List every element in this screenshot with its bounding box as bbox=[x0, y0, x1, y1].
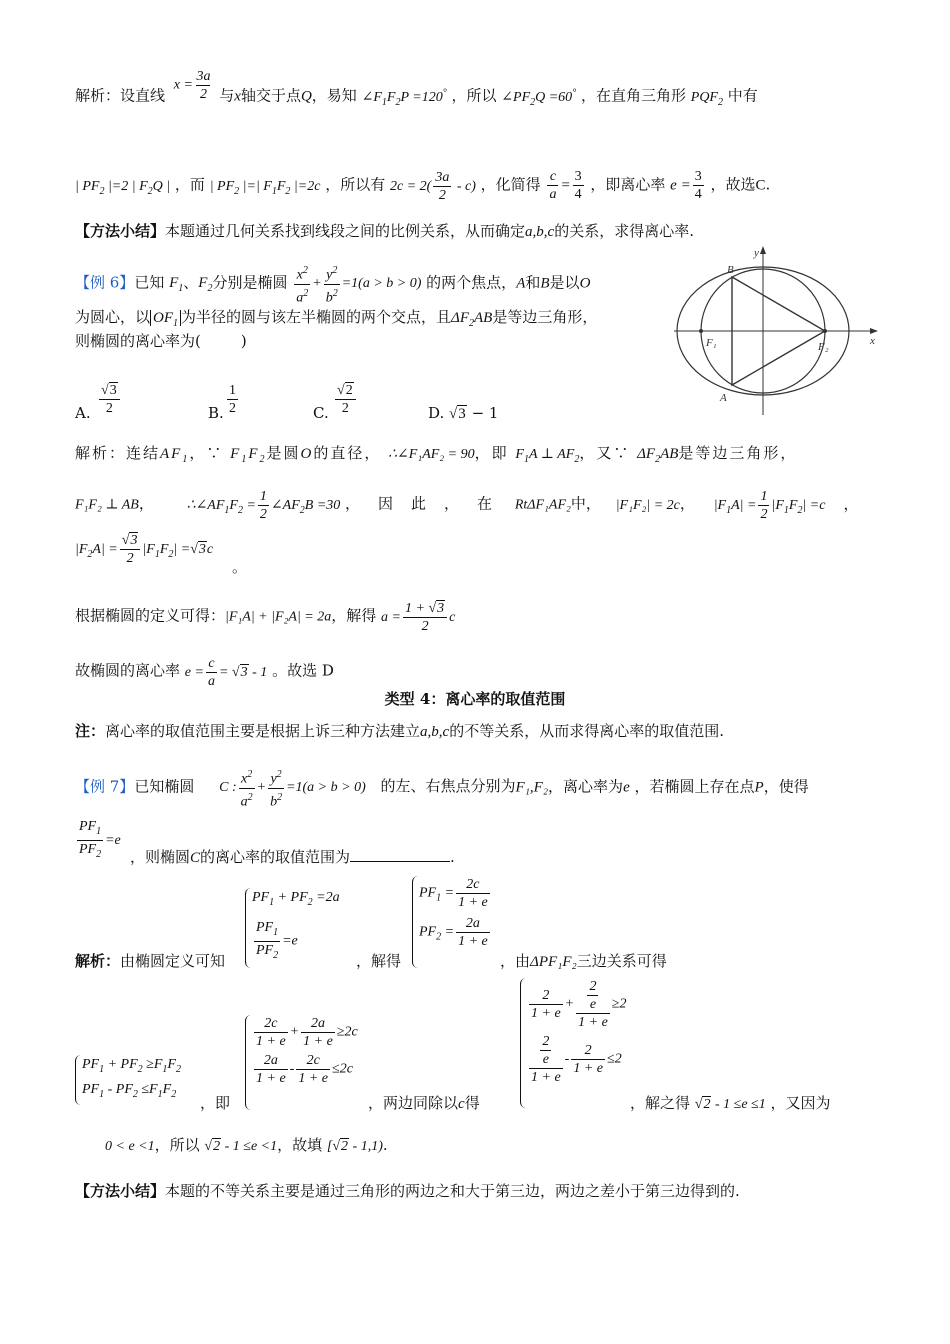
ellipse-figure bbox=[672, 240, 882, 415]
system-in-e: $\frac{2}{1 + e}$ + $\frac{\frac{2}{e}}{1 + e}$ ≥2 $\frac{\frac{2}{e}}{1 + e}$ - $\frac{2}{1 + e}$ ≤2 bbox=[520, 978, 626, 1108]
example7-line2b: ，则椭圆C的离心率的取值范围为 . bbox=[130, 848, 455, 866]
solution5-line2: | $PF_2$ |=2 | $F_2Q$ | ，而 | $PF_2$ |=| $F_1F_2$ |=2c ，所以有 2c = 2( $\frac{3a}{2}$ - c) ，化简得 $\frac{c}{a}$ = $\frac{3}{4}$ ，即离心率 e = $\frac{3}{4}$ ，故选C. bbox=[75, 169, 771, 203]
solution6-line5: 故椭圆的离心率 e = $\frac{c}{a}$ = √3 - 1 。故选 D bbox=[75, 656, 334, 689]
solution6-line3-end: 。 bbox=[232, 558, 248, 576]
example7-line2: $\frac{PF_1}{PF_2}$ =e bbox=[79, 819, 121, 860]
label-f1: F₁ bbox=[706, 337, 717, 349]
solution6-line2: F₁F₂ ⊥ AB， $\therefore\angle AF_1F_2$ = $\frac{1}{2}$ $\angle AF_2B =30$ ，因此，在 RtΔF₁AF₂中， |F₁F₂| = 2c， $|F_1A|$ = $\frac{1}{2}$ $|F_1F_2| =c$ ， bbox=[75, 489, 859, 522]
label-b: B bbox=[727, 264, 734, 276]
example6-line2: 为圆心，以 $OF_1$ 为半径的圆与该左半椭圆的两个交点，且$\Delta F_2AB$是等边三角形， bbox=[75, 308, 598, 329]
system-triangle-inequality: $PF_1 + PF_2 \ge F_1F_2$ $PF_1 - PF_2 \le F_1F_2$ bbox=[75, 1055, 181, 1105]
point-f2 bbox=[823, 329, 827, 333]
solution6-line3: $|F_2A|$ = $\frac{√3}{2}$ $|F_1F_2| =√3c$ bbox=[75, 533, 214, 566]
point-f1 bbox=[699, 329, 703, 333]
label-y: y bbox=[754, 247, 759, 259]
option-a: A. bbox=[75, 404, 91, 422]
solution5-line1: 解析：设直线 x = $\frac{3a}{2}$ 与x轴交于点Q，易知 $\angle F_1F_2P =120^\circ$ ，所以 $\angle PF_2Q =60^\circ$ ，在直角三角形 $PQF_2$ 中有 bbox=[75, 69, 758, 108]
x-eq-3a-over-2: x = $\frac{3a}{2}$ bbox=[173, 69, 211, 103]
note-line: 注：离心率的取值范围主要是根据上诉三种方法建立a,b,c的不等关系，从而求得离心率的取值范围. bbox=[75, 722, 724, 740]
example6-line1: 【例 6】已知 $F_1$、$F_2$分别是椭圆 $\frac{x^2}{a^2}$ + $\frac{y^2}{b^2}$ =1(a > b > 0) 的两个焦点，A和B是以O bbox=[75, 262, 590, 306]
option-c: C. bbox=[313, 404, 329, 422]
y-axis-arrow bbox=[760, 246, 766, 254]
method-summary-1: 【方法小结】本题通过几何关系找到线段之间的比例关系，从而确定a,b,c的关系，求得离心率. bbox=[75, 222, 694, 240]
system-solution: $PF_1$ = $\frac{2c}{1 + e}$ $PF_2$ = $\frac{2a}{1 + e}$ bbox=[412, 876, 492, 968]
solution7-triangle: ，由ΔPF₁F₂三边关系可得 bbox=[500, 952, 667, 970]
solution6-line4: 根据椭圆的定义可得：|F₁A| + |F₂A| = 2a，解得 a = $\frac{1 + √3}{2}$ c bbox=[75, 601, 456, 634]
label-x: x bbox=[870, 335, 875, 347]
method-summary-2: 【方法小结】本题的不等关系主要是通过三角形的两边之和大于第三边，两边之差小于第三边得到的. bbox=[75, 1182, 740, 1200]
type4-heading: 类型 4：离心率的取值范围 bbox=[384, 690, 566, 708]
option-b: B. bbox=[208, 404, 224, 422]
example6-line3: 则椭圆的离心率为( ) bbox=[75, 332, 247, 350]
system-definition: $PF_1 + PF_2 =2a$ $\frac{PF_1}{PF_2}$ =e bbox=[245, 888, 340, 968]
solution7-solve: ，解得 bbox=[356, 952, 402, 970]
label-f2: F₂ bbox=[818, 341, 829, 353]
solution6-line1: 解析：连结$AF_1$，∵ $F_1F_2$是圆O的直径， ∴∠F₁AF₂ = 90，即 $F_1A$ ⊥ $AF_2$，又∵ $\Delta F_2AB$是等边三角形， bbox=[75, 444, 798, 465]
solution7-ie: ，即 bbox=[200, 1094, 231, 1112]
label-a: A bbox=[720, 392, 727, 404]
x-axis-arrow bbox=[870, 328, 878, 334]
answer-blank bbox=[350, 847, 450, 862]
option-d: D. √3 − 1 bbox=[428, 404, 499, 422]
system-substituted: $\frac{2c}{1 + e}$ + $\frac{2a}{1 + e}$ ≥2c $\frac{2a}{1 + e}$ - $\frac{2c}{1 + e}$ ≤2c bbox=[245, 1015, 358, 1110]
solution7-divide: ，两边同除以c得 bbox=[368, 1094, 480, 1112]
solution7-line3: 0 < e <1，所以 √2 - 1 ≤e <1，故填 [√2 - 1,1). bbox=[105, 1136, 388, 1154]
example7-line1: 【例 7】已知椭圆 C : $\frac{x^2}{a^2}$ + $\frac{y^2}{b^2}$ =1(a > b > 0) 的左、右焦点分别为F₁,F₂，离心率为e ，若椭圆上存在点P，使得 bbox=[75, 766, 809, 810]
solution7-result: ，解之得 √2 - 1 ≤e ≤1 ，又因为 bbox=[630, 1094, 831, 1112]
solution7-line1: 解析：由椭圆定义可知 bbox=[75, 952, 226, 970]
